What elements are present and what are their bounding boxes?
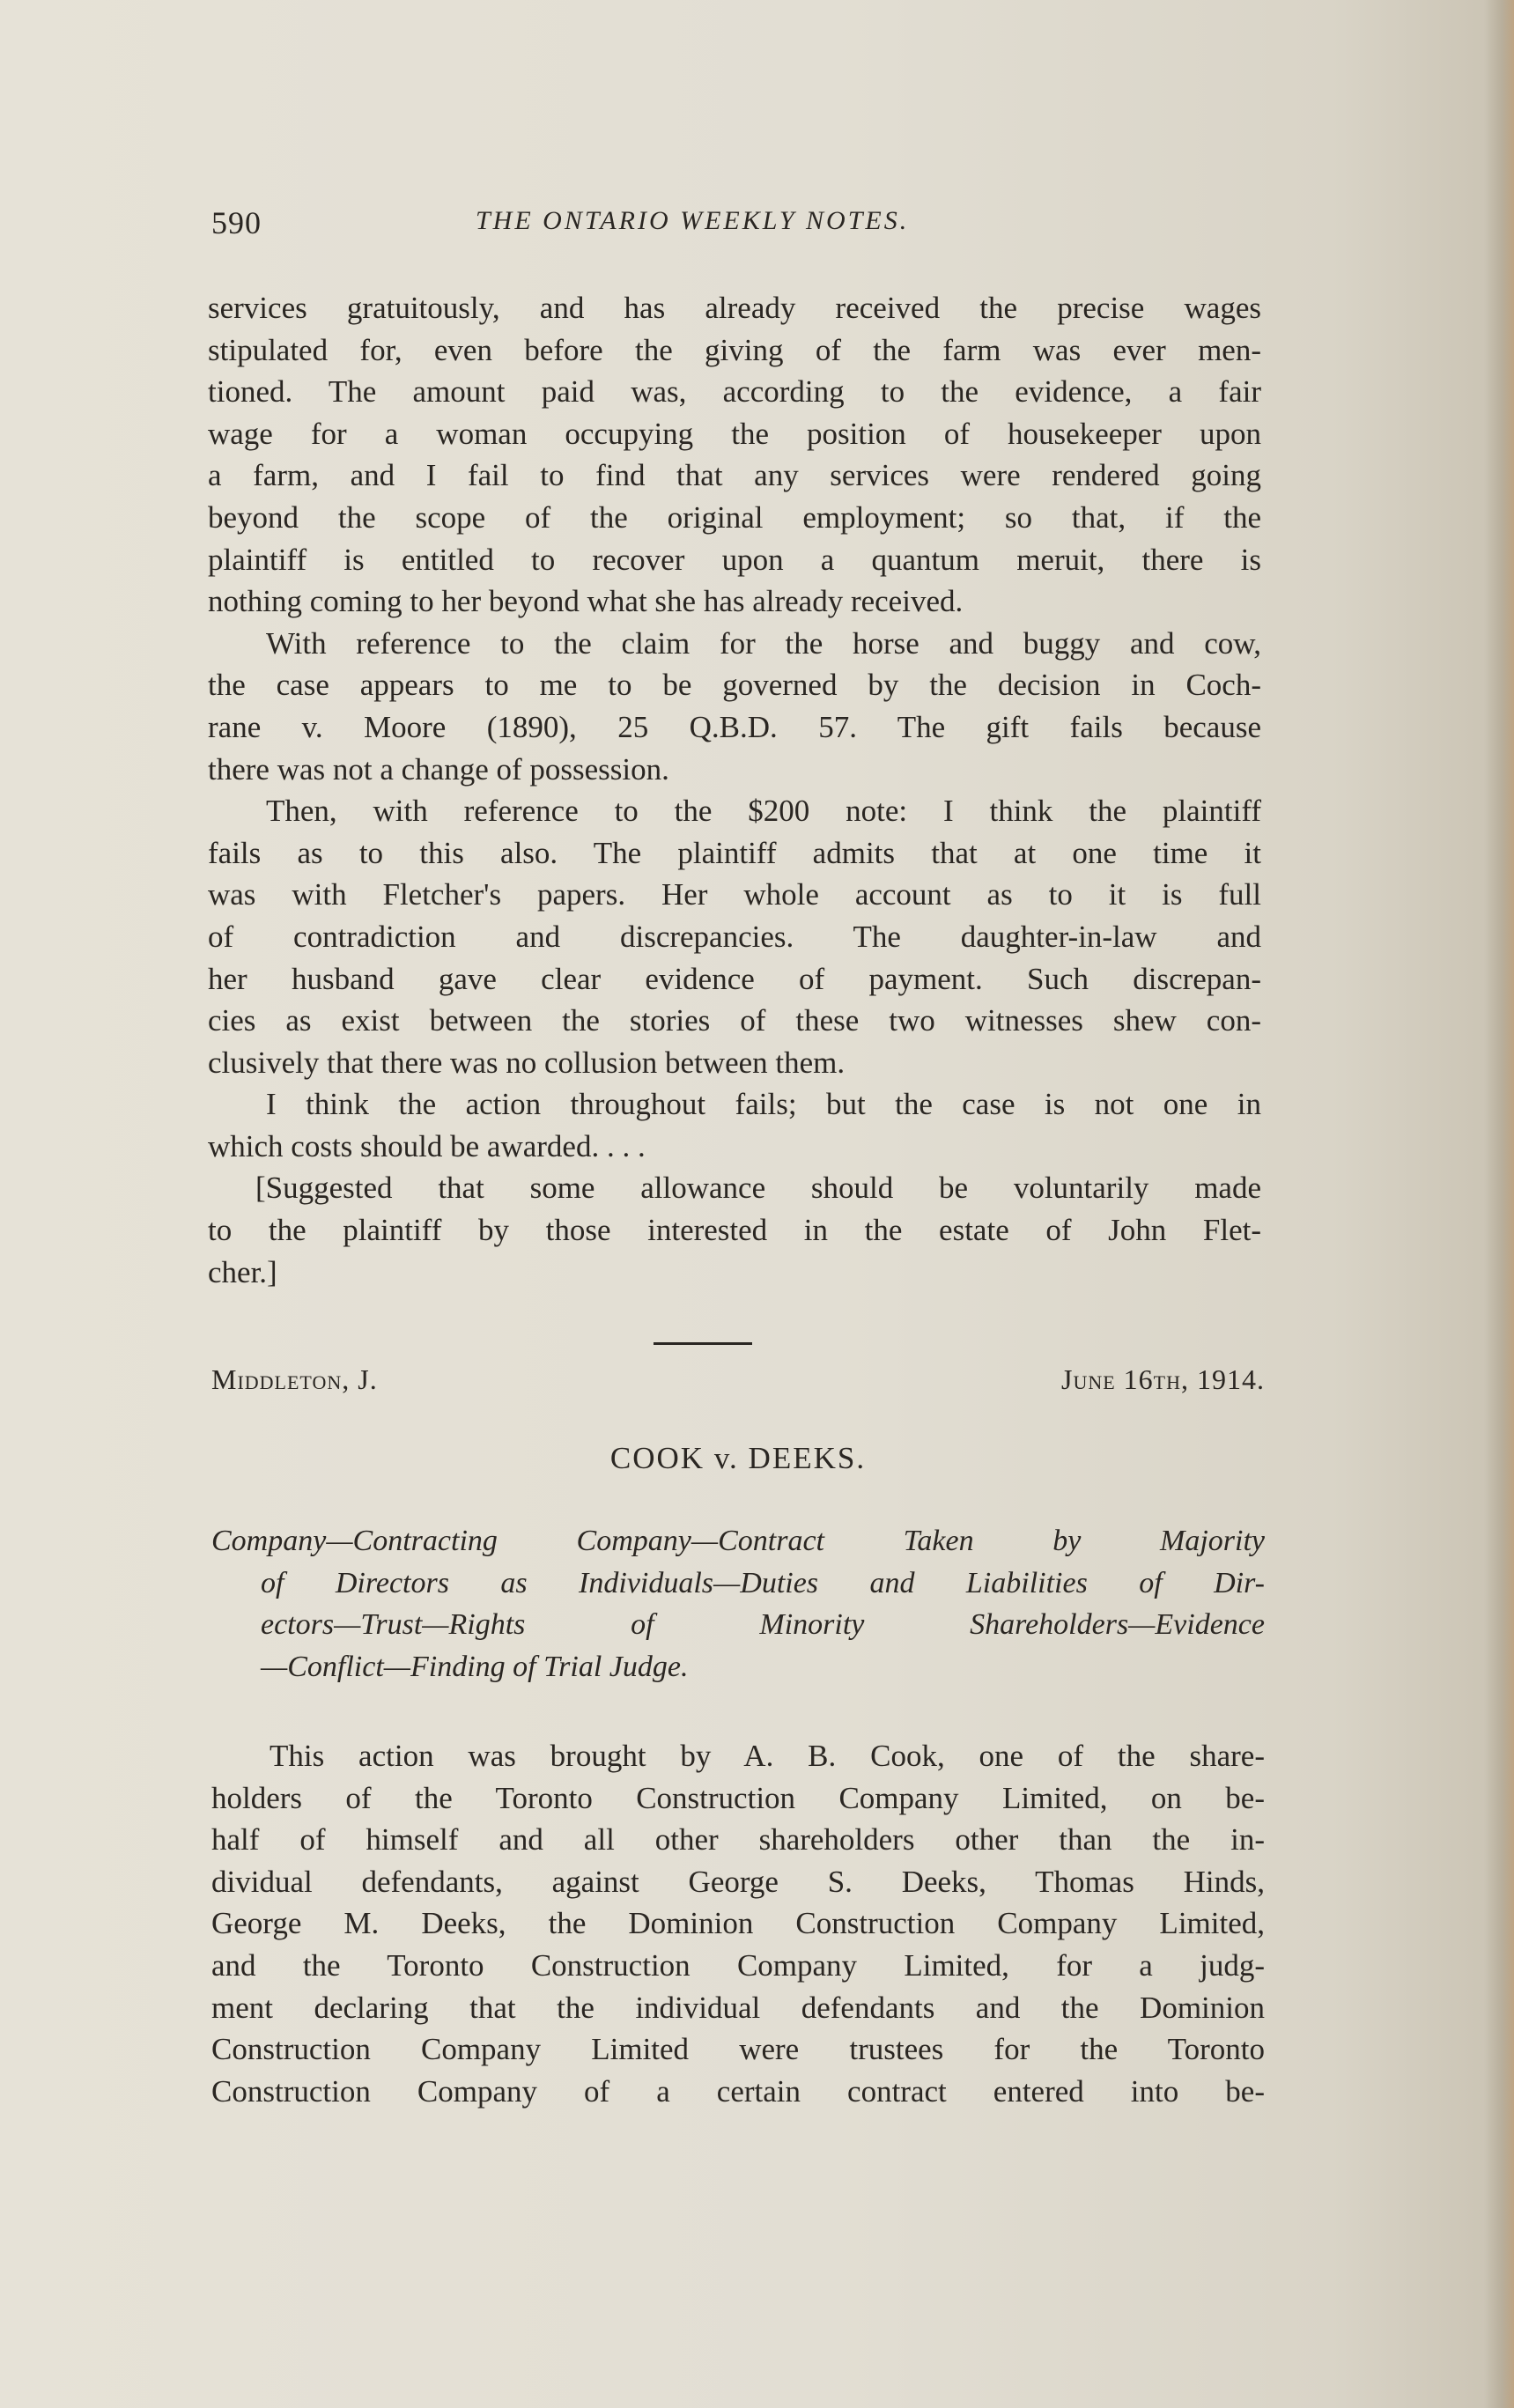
text-line: plaintiff is entitled to recover upon a quantum meruit, there is xyxy=(208,542,1261,577)
section-divider xyxy=(654,1342,752,1345)
text-line: beyond the scope of the original employment; so that, if the xyxy=(208,499,1261,535)
running-head: THE ONTARIO WEEKLY NOTES. xyxy=(476,206,910,235)
text-line: Construction Company Limited were trustees for the Toronto xyxy=(211,2032,1265,2067)
text-line: fails as to this also. The plaintiff admits that at one time it xyxy=(208,835,1261,870)
text-line: cies as exist between the stories of these two witnesses shew con- xyxy=(208,1003,1261,1038)
text-line: there was not a change of possession. xyxy=(208,751,669,787)
headnote xyxy=(211,1520,1265,1688)
text-line: George M. Deeks, the Dominion Construction Company Limited, xyxy=(211,1906,1265,1941)
text-line: holders of the Toronto Construction Company Limited, on be- xyxy=(211,1780,1265,1815)
text-line: and the Toronto Construction Company Limited, for a judg- xyxy=(211,1947,1265,1983)
text-line: her husband gave clear evidence of payment. Such discrepan- xyxy=(208,961,1261,996)
text-line: which costs should be awarded. . . . xyxy=(208,1128,646,1163)
text-line: the case appears to me to be governed by the decision in Coch- xyxy=(208,668,1261,703)
text-line: cher.] xyxy=(208,1254,277,1289)
case-title: COOK v. DEEKS. xyxy=(609,1441,867,1475)
headnote-line: of Directors as Individuals—Duties and Liabilities of Dir- xyxy=(261,1566,1265,1599)
page-edge-shadow xyxy=(1484,0,1514,2408)
text-line: I think the action throughout fails; but the case is not one in xyxy=(266,1087,1261,1122)
text-line: services gratuitously, and has already received the precise wages xyxy=(208,291,1261,325)
page-number: 590 xyxy=(211,205,262,240)
judge-name: Middleton, J. xyxy=(211,1363,378,1395)
text-line: Then, with reference to the $200 note: I think the plaintiff xyxy=(266,794,1261,829)
text-line: rane v. Moore (1890), 25 Q.B.D. 57. The gift fails because xyxy=(208,709,1261,744)
text-line: This action was brought by A. B. Cook, one of the share- xyxy=(270,1739,1265,1773)
text-line: stipulated for, even before the giving of the farm was ever men- xyxy=(208,332,1261,367)
judgment-line xyxy=(211,1363,1265,1402)
text-line: was with Fletcher's papers. Her whole account as to it is full xyxy=(208,877,1261,912)
headnote-line: Company—Contracting Company—Contract Taken by Majority xyxy=(211,1525,1265,1557)
text-line: a farm, and I fail to find that any services were rendered going xyxy=(208,458,1261,493)
text-line: Construction Company of a certain contract entered into be- xyxy=(211,2073,1265,2109)
headnote-line: ectors—Trust—Rights of Minority Shareholders—Evidence xyxy=(261,1608,1265,1641)
text-line: dividual defendants, against George S. Deeks, Thomas Hinds, xyxy=(211,1864,1265,1899)
text-line: [Suggested that some allowance should be voluntarily made xyxy=(255,1171,1261,1206)
opinion-continuation xyxy=(208,287,1261,1293)
case-statement xyxy=(211,1735,1265,2112)
text-line: clusively that there was no collusion between them. xyxy=(208,1045,846,1080)
headnote-line: —Conflict—Finding of Trial Judge. xyxy=(261,1650,689,1683)
text-line: half of himself and all other shareholders other than the in- xyxy=(211,1822,1265,1858)
judgment-date: June 16th, 1914. xyxy=(1061,1363,1265,1395)
page-header xyxy=(211,204,1268,248)
text-line: of contradiction and discrepancies. The daughter-in-law and xyxy=(208,919,1261,954)
text-line: wage for a woman occupying the position of housekeeper upon xyxy=(208,416,1261,451)
text-line: ment declaring that the individual defendants and the Dominion xyxy=(211,1990,1265,2025)
text-line: to the plaintiff by those interested in the estate of John Flet- xyxy=(208,1213,1261,1248)
text-line: nothing coming to her beyond what she has already received. xyxy=(208,584,964,619)
text-line: With reference to the claim for the horse and buggy and cow, xyxy=(266,625,1261,661)
text-line: tioned. The amount paid was, according to the evidence, a fair xyxy=(208,374,1261,410)
